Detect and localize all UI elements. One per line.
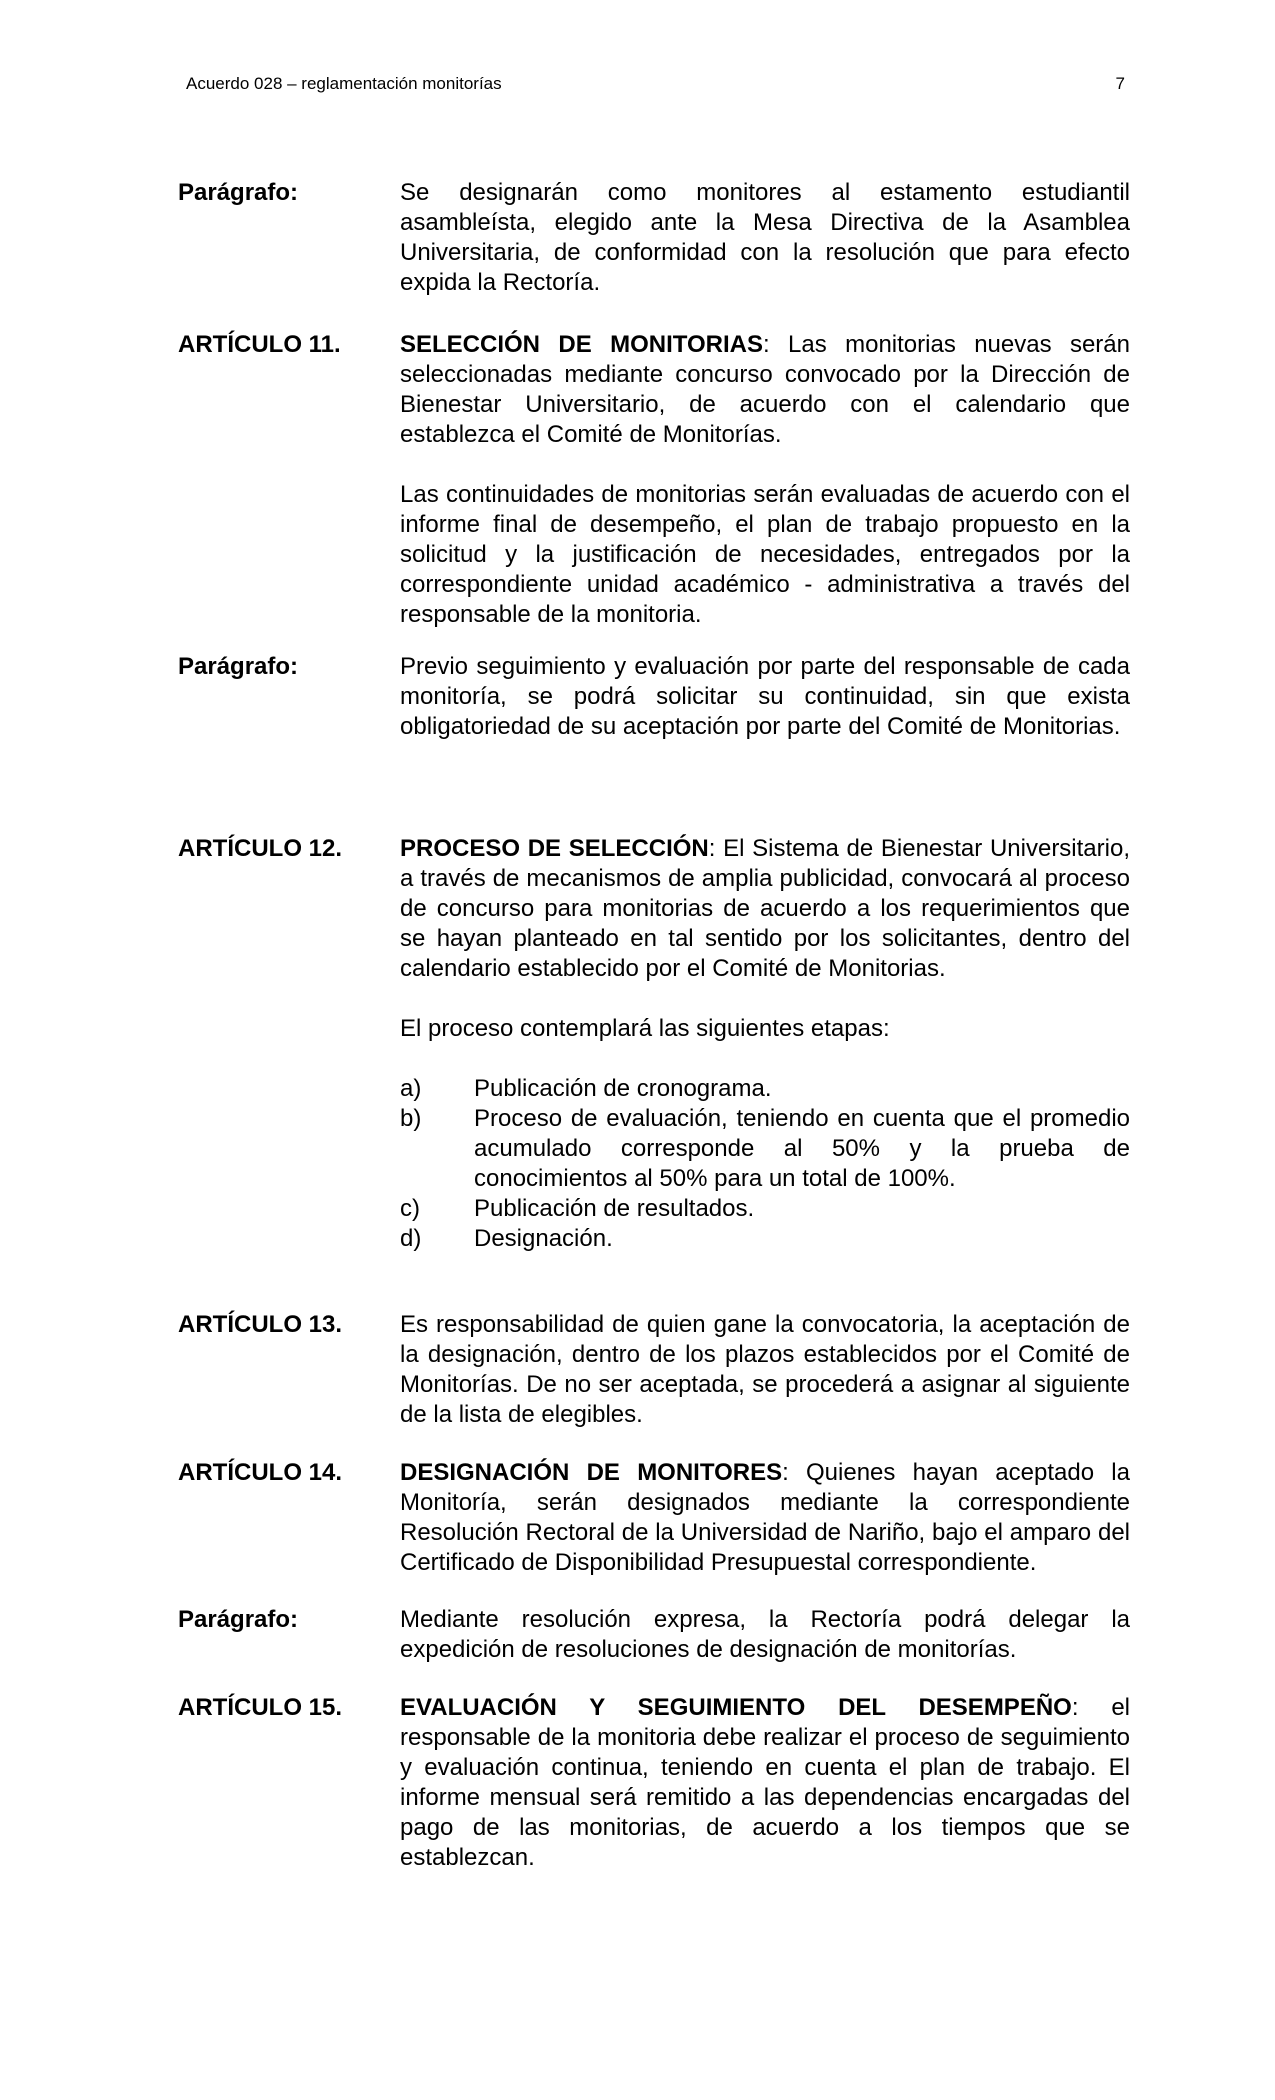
- entry-label: ARTÍCULO 13.: [178, 1311, 343, 1338]
- article-title: PROCESO DE SELECCIÓN: [400, 835, 709, 862]
- entry-label: Parágrafo:: [178, 179, 299, 206]
- entry-body: [400, 330, 1130, 630]
- entry-paragraph: Las continuidades de monitorias serán evaluadas de acuerdo con el informe final de desempeño, el plan de trabajo propuesto en la solicitud y la justificación de necesidades, entregados por la correspondiente unidad académico - administrativa a través del responsable de la monitoria.: [400, 481, 1130, 628]
- articulo-14: [178, 1458, 1130, 1578]
- list-item: [400, 1104, 1130, 1194]
- entry-body: [400, 834, 1130, 1254]
- entry-paragraph: Previo seguimiento y evaluación por parte del responsable de cada monitoría, se podrá solicitar su continuidad, sin que exista obligatoriedad de su aceptación por parte del Comité de Monitorias.: [400, 653, 1130, 740]
- entry-paragraph: El proceso contemplará las siguientes etapas:: [400, 1015, 890, 1042]
- list-text: Designación.: [474, 1225, 613, 1252]
- entry-body: [400, 652, 1130, 742]
- article-title: SELECCIÓN DE MONITORIAS: [400, 331, 763, 358]
- article-text: : Quienes hayan aceptado la Monitoría, serán designados mediante la correspondiente Resolución Rectoral de la Universidad de Nariño, bajo el amparo del Certificado de Disponibilidad Presupuestal correspondiente.: [400, 1459, 1130, 1576]
- page-header: [186, 74, 1125, 94]
- list-item: [400, 1224, 1130, 1254]
- page-number: 7: [1115, 74, 1125, 93]
- list-marker: c): [400, 1195, 420, 1222]
- article-text: : el responsable de la monitoria debe realizar el proceso de seguimiento y evaluación continua, teniendo en cuenta el plan de trabajo. El informe mensual será remitido a las dependencias encargadas del pago de las monitorias, de acuerdo a los tiempos que se establezcan.: [400, 1694, 1130, 1871]
- list-marker: a): [400, 1075, 422, 1102]
- articulo-15: [178, 1693, 1130, 1873]
- header-title: Acuerdo 028 – reglamentación monitorías: [186, 74, 502, 93]
- entry-label: Parágrafo:: [178, 1606, 299, 1633]
- article-text: : El Sistema de Bienestar Universitario, a través de mecanismos de amplia publicidad, convocará al proceso de concurso para monitorias de acuerdo a los requerimientos que se hayan planteado en tal sentido por los solicitantes, dentro del calendario establecido por el Comité de Monitorias.: [400, 835, 1130, 982]
- article-text: : Las monitorias nuevas serán seleccionadas mediante concurso convocado por la Dirección de Bienestar Universitario, de acuerdo con el calendario que establezca el Comité de Monitorías.: [400, 331, 1130, 448]
- list-text: Publicación de cronograma.: [474, 1075, 772, 1102]
- entry-label: ARTÍCULO 12.: [178, 835, 343, 862]
- articulo-12: [178, 834, 1130, 1254]
- entry-label: ARTÍCULO 11.: [178, 331, 341, 358]
- entry-paragraph: [400, 1458, 1130, 1578]
- entry-paragraph: [400, 834, 1130, 984]
- entry-body: [400, 1693, 1130, 1873]
- list-marker: d): [400, 1225, 422, 1252]
- entry-body: [400, 1310, 1130, 1430]
- articulo-13: [178, 1310, 1130, 1430]
- paragrafo-1: [178, 178, 1130, 298]
- list-text: Proceso de evaluación, teniendo en cuenta que el promedio acumulado corresponde al 50% y la prueba de conocimientos al 50% para un total de 100%.: [474, 1105, 1130, 1192]
- paragrafo-2: [178, 652, 1130, 742]
- article-title: EVALUACIÓN Y SEGUIMIENTO DEL DESEMPEÑO: [400, 1694, 1072, 1721]
- list-item: [400, 1194, 1130, 1224]
- paragrafo-3: [178, 1605, 1130, 1665]
- article-title: DESIGNACIÓN DE MONITORES: [400, 1459, 783, 1486]
- list-marker: b): [400, 1105, 422, 1132]
- entry-label: ARTÍCULO 15.: [178, 1694, 343, 1721]
- entry-body: [400, 1605, 1130, 1665]
- stages-list: [400, 1074, 1130, 1254]
- entry-paragraph: Es responsabilidad de quien gane la convocatoria, la aceptación de la designación, dentro de los plazos establecidos por el Comité de Monitorías. De no ser aceptada, se procederá a asignar al siguiente de la lista de elegibles.: [400, 1311, 1130, 1428]
- list-item: [400, 1074, 1130, 1104]
- entry-paragraph: [400, 1693, 1130, 1873]
- list-text: Publicación de resultados.: [474, 1195, 755, 1222]
- entry-paragraph: Se designarán como monitores al estamento estudiantil asambleísta, elegido ante la Mesa Directiva de la Asamblea Universitaria, de conformidad con la resolución que para efecto expida la Rectoría.: [400, 179, 1130, 296]
- articulo-11: [178, 330, 1130, 630]
- entry-paragraph: [400, 330, 1130, 450]
- entry-body: [400, 178, 1130, 298]
- entry-label: ARTÍCULO 14.: [178, 1459, 343, 1486]
- entry-body: [400, 1458, 1130, 1578]
- entry-label: Parágrafo:: [178, 653, 299, 680]
- entry-paragraph: Mediante resolución expresa, la Rectoría podrá delegar la expedición de resoluciones de designación de monitorías.: [400, 1606, 1130, 1663]
